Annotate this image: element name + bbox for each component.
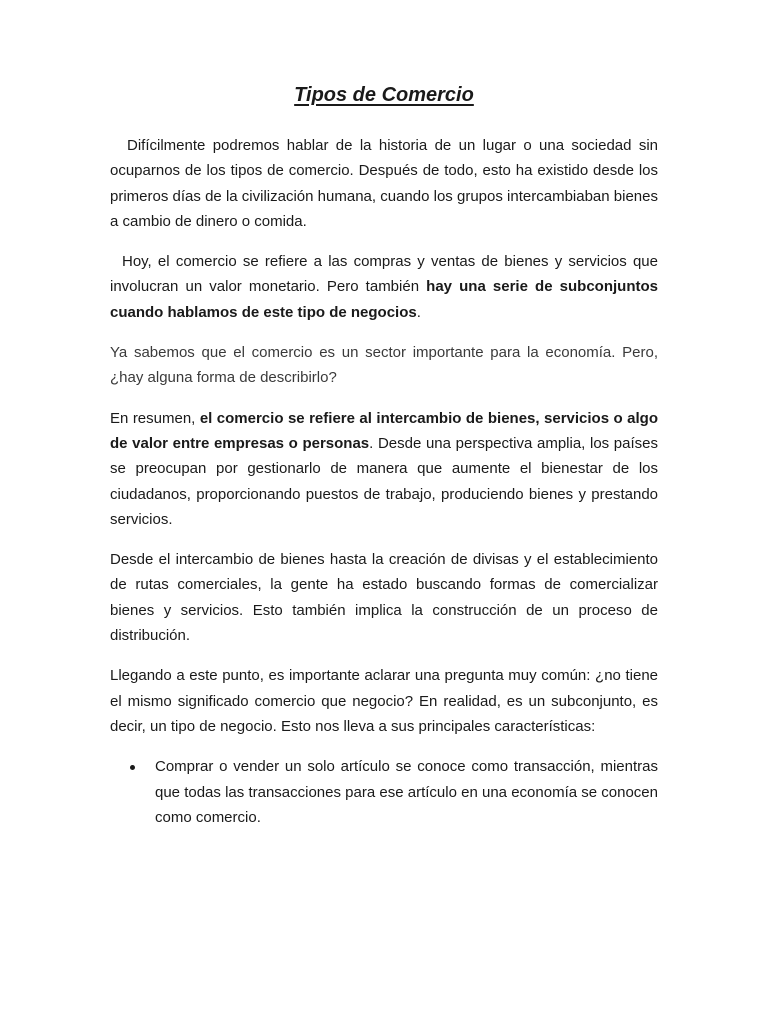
paragraph-4-bold: el comercio se refiere al intercambio de bienes, servicios o algo de valor entre empresas o personas [110, 409, 658, 452]
paragraph-2-text: Hoy, el comercio se refiere a las compras y ventas de bienes y servicios que involucran un valor monetario. Pero también [110, 253, 658, 296]
document-body [110, 133, 658, 830]
bullet-text: Comprar o vender un solo artículo se conoce como transacción, mientras que todas las transacciones para ese artículo en una economía se conocen como comercio. [155, 758, 658, 826]
paragraph-4-text: En resumen, [110, 409, 200, 427]
paragraph-4-end: . Desde una perspectiva amplia, los países se preocupan por gestionarlo de manera que aumente el bienestar de los ciudadanos, proporcionando puestos de trabajo, produciendo bienes y prestando servicios. [110, 434, 658, 528]
paragraph-2-end: . [416, 303, 421, 321]
paragraph-5: Desde el intercambio de bienes hasta la creación de divisas y el establecimiento de rutas comerciales, la gente ha estado buscando formas de comercializar bienes y servicios. Esto también implica la construcción de un proceso de distribución. [110, 551, 658, 645]
document-title: Tipos de Comercio [294, 84, 474, 106]
paragraph-2 [110, 249, 658, 325]
paragraph-2-bold: hay una serie de subconjuntos cuando hablamos de este tipo de negocios [110, 278, 658, 321]
bullet-dot-icon [130, 765, 135, 770]
paragraph-3: Ya sabemos que el comercio es un sector importante para la economía. Pero, ¿hay alguna forma de describirlo? [110, 344, 658, 387]
paragraph-6: Llegando a este punto, es importante aclarar una pregunta muy común: ¿no tiene el mismo significado comercio que negocio? En realidad, es un subconjunto, es decir, un tipo de negocio. Esto nos lleva a sus principales características: [110, 667, 658, 735]
paragraph-1: Difícilmente podremos hablar de la historia de un lugar o una sociedad sin ocuparnos de los tipos de comercio. Después de todo, esto ha existido desde los primeros días de la civilización humana, cuando los grupos intercambiaban bienes a cambio de dinero o comida. [110, 137, 658, 230]
bullet-list [110, 754, 658, 830]
paragraph-4 [110, 406, 658, 532]
list-item [110, 754, 658, 830]
